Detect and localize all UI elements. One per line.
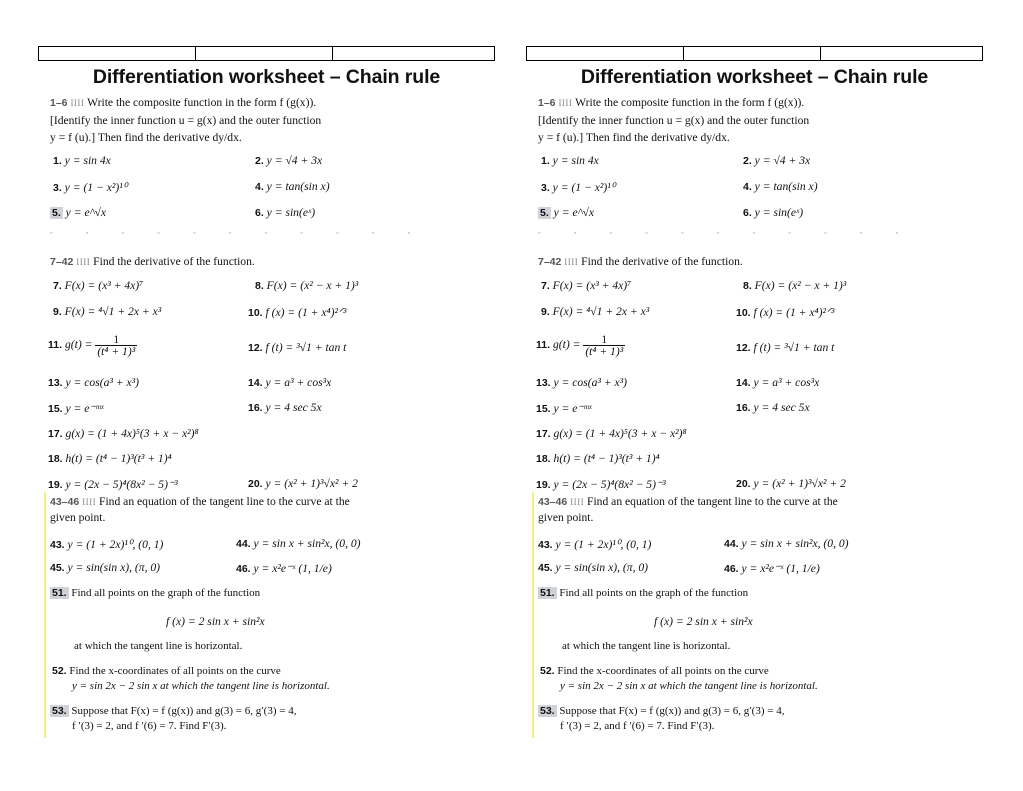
problem-9: 9. F(x) = ⁴√1 + 2x + x³ — [53, 305, 162, 318]
problem-5: 5. y = e^√x — [540, 206, 594, 219]
problem-16: 16. y = 4 sec 5x — [736, 401, 810, 414]
problem-43: 43. y = (1 + 2x)¹⁰, (0, 1) — [538, 538, 652, 551]
problem-1: 1. y = sin 4x — [541, 154, 599, 167]
problem-8: 8. F(x) = (x² − x + 1)³ — [743, 279, 847, 292]
section-3-instructions: 43–46 IIII Find an equation of the tangent line to the curve at the given point. — [50, 495, 350, 524]
problem-4: 4. y = tan(sin x) — [743, 180, 818, 193]
header-cell-1 — [39, 47, 196, 60]
section-3-instructions: 43–46 IIII Find an equation of the tangent line to the curve at the given point. — [538, 495, 838, 524]
problem-7: 7. F(x) = (x³ + 4x)⁷ — [53, 279, 144, 292]
problem-17: 17. g(x) = (1 + 4x)⁵(3 + x − x²)⁸ — [536, 427, 687, 440]
section-bars: IIII — [70, 98, 85, 108]
problem-51: 51. Find all points on the graph of the function — [540, 587, 749, 599]
problem-3: 3. y = (1 − x²)¹⁰ — [541, 181, 616, 194]
problem-11: 11. g(t) = $\frac{1}{\text{(t⁴ + 1)³}}$ — [536, 333, 624, 358]
instruction-line: Write the composite function in the form f (g(x)). — [87, 96, 317, 109]
problem-14: 14. y = a³ + cos³x — [736, 376, 820, 389]
problem-18: 18. h(t) = (t⁴ − 1)³(t³ + 1)⁴ — [48, 452, 172, 465]
worksheet-right — [526, 0, 996, 791]
worksheet-left — [38, 0, 508, 791]
highlight-margin-bar — [532, 492, 534, 738]
problem-44: 44. y = sin x + sin²x, (0, 0) — [724, 537, 849, 550]
problem-45: 45. y = sin(sin x), (π, 0) — [538, 561, 649, 574]
problem-19: 19. y = (2x − 5)⁴(8x² − 5)⁻³ — [536, 478, 666, 491]
problem-52: 52. Find the x-coordinates of all points on the curve — [52, 665, 281, 677]
problem-45: 45. y = sin(sin x), (π, 0) — [50, 561, 161, 574]
problem-51-line2: at which the tangent line is horizontal. — [562, 640, 731, 652]
section-2-instructions: 7–42 IIII Find the derivative of the function. — [538, 255, 743, 268]
problem-14: 14. y = a³ + cos³x — [248, 376, 332, 389]
problem-2: 2. y = √4 + 3x — [255, 154, 323, 167]
problem-10: 10. f (x) = (1 + x⁴)²ᐟ³ — [248, 306, 347, 319]
problem-5: 5. y = e^√x — [52, 206, 106, 219]
problem-46: 46. y = x²e⁻ˣ (1, 1/e) — [236, 562, 332, 575]
problem-11: 11. g(t) = $\frac{1}{\text{(t⁴ + 1)³}}$ — [48, 333, 136, 358]
highlight-margin-bar — [44, 492, 46, 738]
problem-12: 12. f (t) = ³√1 + tan t — [248, 341, 347, 354]
problem-4: 4. y = tan(sin x) — [255, 180, 330, 193]
header-cell-2 — [684, 47, 821, 60]
problem-12: 12. f (t) = ³√1 + tan t — [736, 341, 835, 354]
problem-44: 44. y = sin x + sin²x, (0, 0) — [236, 537, 361, 550]
problem-53: 53. Suppose that F(x) = f (g(x)) and g(3) = 6, g′(3) = 4, — [52, 705, 297, 717]
problem-52-line2: y = sin 2x − 2 sin x at which the tangent line is horizontal. — [560, 680, 818, 692]
problem-19: 19. y = (2x − 5)⁴(8x² − 5)⁻³ — [48, 478, 178, 491]
header-cell-2 — [196, 47, 333, 60]
header-table — [38, 46, 495, 61]
problem-53-line2: f ′(3) = 2, and f ′(6) = 7. Find F′(3). — [72, 720, 227, 732]
problem-43: 43. y = (1 + 2x)¹⁰, (0, 1) — [50, 538, 164, 551]
problem-52-line2: y = sin 2x − 2 sin x at which the tangent line is horizontal. — [72, 680, 330, 692]
header-cell-3 — [821, 47, 982, 60]
problem-1: 1. y = sin 4x — [53, 154, 111, 167]
problem-53-line2: f ′(3) = 2, and f ′(6) = 7. Find F′(3). — [560, 720, 715, 732]
problem-18: 18. h(t) = (t⁴ − 1)³(t³ + 1)⁴ — [536, 452, 660, 465]
problem-51: 51. Find all points on the graph of the function — [52, 587, 261, 599]
separator-dots: ▫ ▫ ▫ ▫ ▫ ▫ ▫ ▫ ▫ ▫ ▫ — [538, 229, 898, 237]
problem-6: 6. y = sin(eˣ) — [743, 206, 804, 219]
problem-15: 15. y = e⁻ᵐˣ — [48, 402, 104, 415]
problem-46: 46. y = x²e⁻ˣ (1, 1/e) — [724, 562, 820, 575]
problem-15: 15. y = e⁻ᵐˣ — [536, 402, 592, 415]
problem-9: 9. F(x) = ⁴√1 + 2x + x³ — [541, 305, 650, 318]
problem-17: 17. g(x) = (1 + 4x)⁵(3 + x − x²)⁸ — [48, 427, 199, 440]
problem-8: 8. F(x) = (x² − x + 1)³ — [255, 279, 359, 292]
problem-53: 53. Suppose that F(x) = f (g(x)) and g(3) = 6, g′(3) = 4, — [540, 705, 785, 717]
problem-6: 6. y = sin(eˣ) — [255, 206, 316, 219]
separator-dots: ▫ ▫ ▫ ▫ ▫ ▫ ▫ ▫ ▫ ▫ ▫ — [50, 229, 410, 237]
section-label: 1–6 — [50, 97, 68, 109]
section-1-instructions: 1–6 IIII Write the composite function in the form f (g(x)). [Identify the inner function u = g(x) and the outer function y = f (u).] Then find the derivative dy/dx. — [538, 96, 810, 144]
problem-51-line2: at which the tangent line is horizontal. — [74, 640, 243, 652]
problem-3: 3. y = (1 − x²)¹⁰ — [53, 181, 128, 194]
problem-13: 13. y = cos(a³ + x³) — [48, 376, 139, 389]
header-cell-1 — [527, 47, 684, 60]
instruction-line: y = f (u).] Then find the derivative dy/dx. — [50, 131, 242, 144]
section-2-instructions: 7–42 IIII Find the derivative of the function. — [50, 255, 255, 268]
problem-2: 2. y = √4 + 3x — [743, 154, 811, 167]
worksheet-title: Differentiation worksheet – Chain rule — [92, 66, 441, 88]
problem-10: 10. f (x) = (1 + x⁴)²ᐟ³ — [736, 306, 835, 319]
header-table — [526, 46, 983, 61]
problem-51-equation: f (x) = 2 sin x + sin²x — [166, 615, 265, 628]
problem-16: 16. y = 4 sec 5x — [248, 401, 322, 414]
problem-20: 20. y = (x² + 1)³√x² + 2 — [736, 477, 846, 490]
section-1-instructions — [50, 94, 321, 146]
problem-20: 20. y = (x² + 1)³√x² + 2 — [248, 477, 358, 490]
header-cell-3 — [333, 47, 494, 60]
problem-52: 52. Find the x-coordinates of all points on the curve — [540, 665, 769, 677]
problem-7: 7. F(x) = (x³ + 4x)⁷ — [541, 279, 632, 292]
problem-13: 13. y = cos(a³ + x³) — [536, 376, 627, 389]
instruction-line: [Identify the inner function u = g(x) and the outer function — [50, 114, 322, 127]
worksheet-title: Differentiation worksheet – Chain rule — [580, 66, 929, 88]
problem-51-equation: f (x) = 2 sin x + sin²x — [654, 615, 753, 628]
